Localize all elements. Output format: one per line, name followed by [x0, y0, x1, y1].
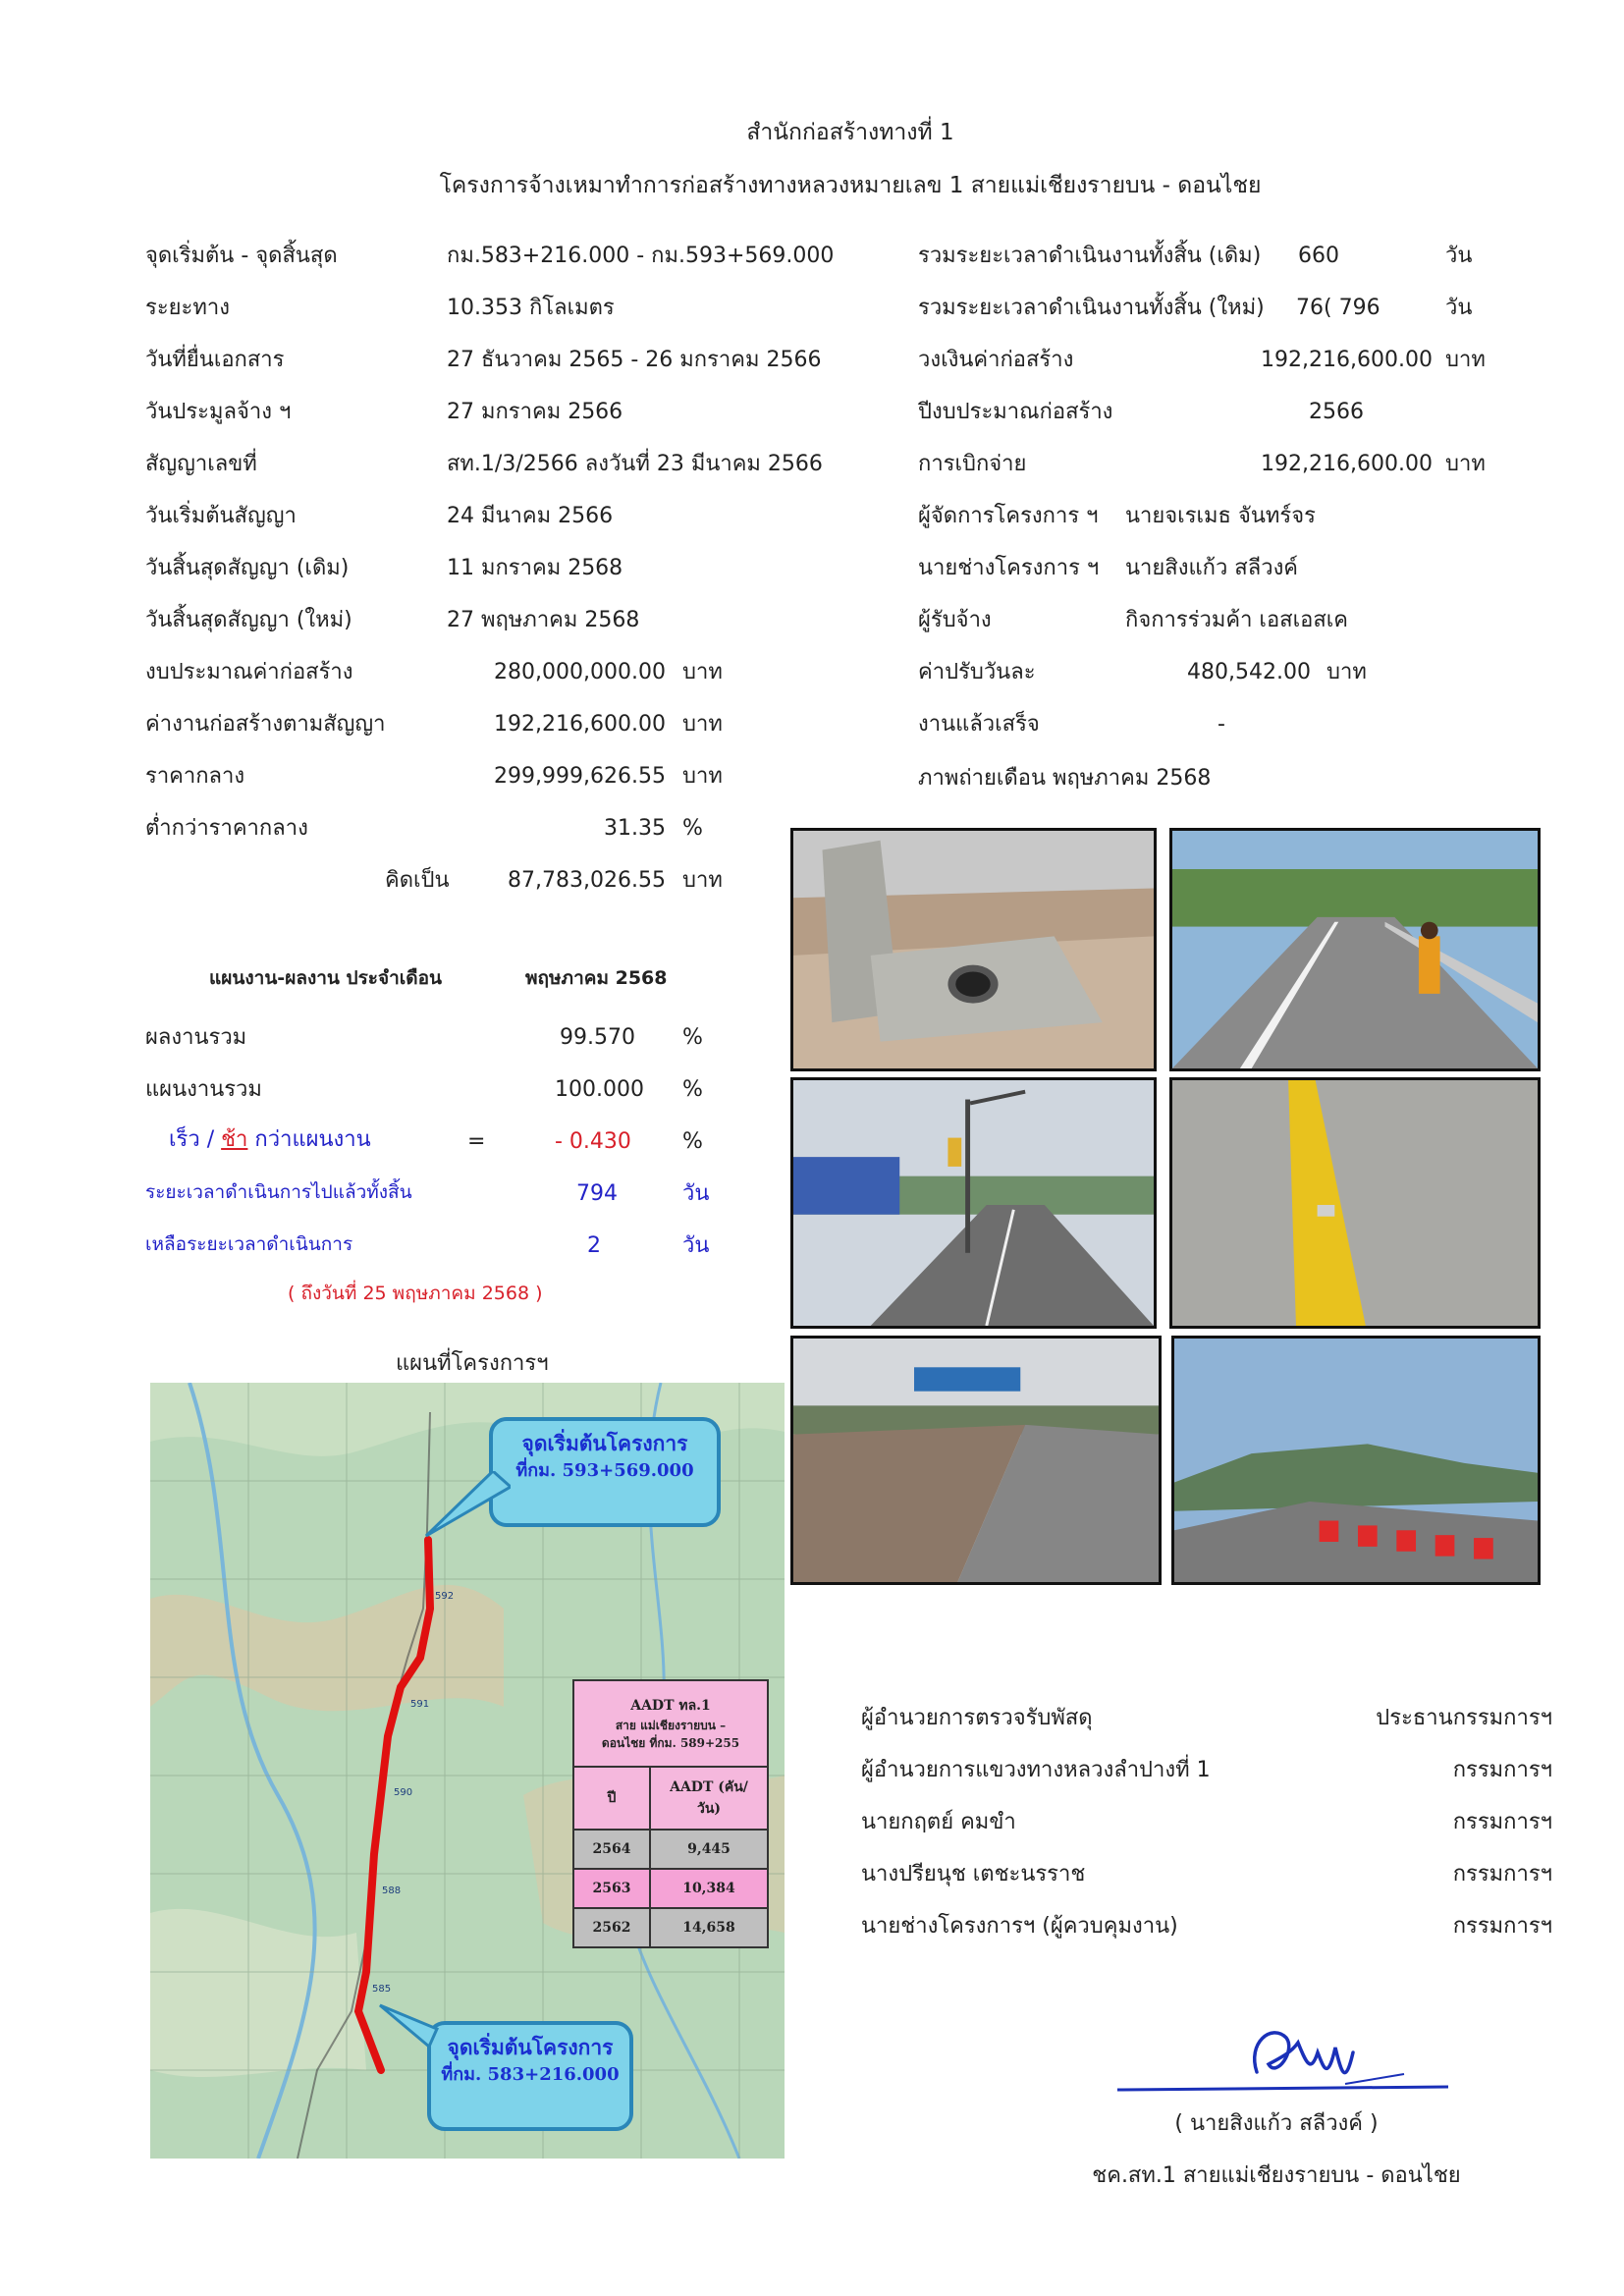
plan-value: 100.000	[555, 1077, 644, 1102]
map-title: แผนที่โครงการฯ	[396, 1351, 549, 1376]
result-label: ผลงานรวม	[145, 1025, 247, 1050]
aadt-year-cell: 2563	[573, 1869, 650, 1908]
project-engineer-label: นายช่างโครงการ ฯ	[918, 556, 1100, 580]
project-engineer-value: นายสิงแก้ว สลีวงค์	[1125, 556, 1299, 580]
start-end-value: กม.583+216.000 - กม.593+569.000	[447, 244, 835, 268]
duration-old-unit: วัน	[1445, 244, 1473, 268]
svg-text:588: 588	[382, 1886, 402, 1896]
daily-fine-unit: บาท	[1326, 660, 1367, 684]
auction-date-value: 27 มกราคม 2566	[447, 400, 623, 424]
roadside-image	[793, 1339, 1159, 1582]
contract-end-old-value: 11 มกราคม 2568	[447, 556, 623, 580]
diff-unit: %	[682, 1129, 703, 1154]
submission-date-value: 27 ธันวาคม 2565 - 26 มกราคม 2566	[447, 348, 822, 372]
project-manager-value: นายจเรเมธ จันทร์จร	[1125, 504, 1316, 528]
committee-member-role: กรรมการฯ	[1452, 1758, 1552, 1782]
svg-text:592: 592	[435, 1591, 455, 1602]
slow-word: ช้า	[221, 1127, 248, 1152]
submission-date-label: วันที่ยื่นเอกสาร	[145, 348, 285, 372]
contract-cost-label: ค่างานก่อสร้างตามสัญญา	[145, 712, 386, 737]
culvert-image	[793, 831, 1154, 1068]
below-median-label: ต่ำกว่าราคากลาง	[145, 816, 308, 841]
photo-road-curve	[1171, 1336, 1541, 1585]
result-unit: %	[682, 1025, 703, 1050]
start-callout-line1: จุดเริ่มต้นโครงการ	[521, 1431, 688, 1455]
duration-new-value: 76( 796	[1296, 296, 1380, 320]
start-point-callout	[489, 1417, 721, 1527]
elapsed-value: 794	[576, 1181, 618, 1206]
diff-value: - 0.430	[555, 1129, 631, 1154]
aadt-title-3: ดอนไชย ที่กม. 589+255	[601, 1735, 740, 1750]
end-point-callout	[427, 2021, 633, 2131]
aadt-value-cell: 9,445	[650, 1830, 768, 1869]
office-title: สำนักก่อสร้างทางที่ 1	[746, 120, 954, 145]
aadt-title-2: สาย แม่เชียงรายบน –	[615, 1718, 727, 1732]
signatory-name: ( นายสิงแก้ว สลีวงค์ )	[1174, 2111, 1379, 2136]
photo-street-light	[790, 1077, 1157, 1329]
svg-text:591: 591	[410, 1699, 430, 1710]
aadt-header-value	[650, 1767, 768, 1830]
fast-word: เร็ว	[169, 1127, 200, 1152]
disbursement-label: การเบิกจ่าย	[918, 452, 1027, 476]
as-of-date: ( ถึงวันที่ 25 พฤษภาคม 2568 )	[288, 1283, 543, 1304]
start-callout-pointer	[422, 1471, 511, 1540]
aadt-header-value-2: วัน)	[696, 1801, 722, 1817]
disbursement-value: 192,216,600.00	[1261, 452, 1433, 476]
budget-label: งบประมาณค่าก่อสร้าง	[145, 660, 353, 684]
contractor-label: ผู้รับจ้าง	[918, 608, 992, 632]
committee-member-name: ผู้อำนวยการแขวงทางหลวงลำปางที่ 1	[861, 1758, 1211, 1782]
equivalent-value: 87,783,026.55	[508, 868, 666, 893]
aadt-value-cell: 10,384	[650, 1869, 768, 1908]
photo-guardrail	[1169, 828, 1541, 1071]
auction-date-label: วันประมูลจ้าง ฯ	[145, 400, 292, 424]
committee-member-role: ประธานกรรมการฯ	[1376, 1706, 1552, 1730]
start-callout-line2: ที่กม. 593+569.000	[515, 1460, 694, 1482]
committee-member-role: กรรมการฯ	[1452, 1810, 1552, 1834]
elapsed-unit: วัน	[682, 1181, 710, 1206]
contract-no-label: สัญญาเลขที่	[145, 452, 257, 476]
yellow-line-image	[1172, 1080, 1538, 1326]
signatory-position: ชค.สท.1 สายแม่เชียงรายบน - ดอนไชย	[1092, 2163, 1461, 2188]
contractor-value: กิจการร่วมค้า เอสเอสเค	[1125, 608, 1348, 632]
median-price-value: 299,999,626.55	[494, 764, 666, 789]
aadt-value-cell: 14,658	[650, 1908, 768, 1947]
guardrail-image	[1172, 831, 1538, 1068]
contract-start-label: วันเริ่มต้นสัญญา	[145, 504, 297, 528]
photo-culvert	[790, 828, 1157, 1071]
photo-roadside	[790, 1336, 1162, 1585]
daily-fine-value: 480,542.00	[1187, 660, 1311, 684]
disbursement-unit: บาท	[1445, 452, 1486, 476]
plan-unit: %	[682, 1077, 703, 1102]
aadt-header-value-1: AADT (คัน/	[670, 1779, 748, 1795]
elapsed-label: ระยะเวลาดำเนินการไปแล้วทั้งสิ้น	[145, 1181, 412, 1203]
duration-new-label: รวมระยะเวลาดำเนินงานทั้งสิ้น (ใหม่)	[918, 296, 1265, 320]
contract-end-new-value: 27 พฤษภาคม 2568	[447, 608, 640, 632]
svg-text:585: 585	[372, 1984, 392, 1995]
slash: /	[206, 1127, 215, 1152]
compare-tail: กว่าแผนงาน	[254, 1127, 371, 1152]
construction-budget-unit: บาท	[1445, 348, 1486, 372]
construction-budget-label: วงเงินค่าก่อสร้าง	[918, 348, 1074, 372]
aadt-year-cell: 2564	[573, 1830, 650, 1869]
compare-label	[169, 1129, 371, 1151]
budget-value: 280,000,000.00	[494, 660, 666, 684]
below-median-unit: %	[682, 816, 703, 841]
end-callout-line1: จุดเริ่มต้นโครงการ	[447, 2035, 614, 2059]
remaining-label: เหลือระยะเวลาดำเนินการ	[145, 1233, 353, 1255]
svg-text:590: 590	[394, 1787, 413, 1798]
plan-label: แผนงานรวม	[145, 1077, 262, 1102]
equals-sign: =	[467, 1129, 486, 1154]
road-curve-image	[1174, 1339, 1538, 1582]
contract-cost-value: 192,216,600.00	[494, 712, 666, 737]
contract-end-new-label: วันสิ้นสุดสัญญา (ใหม่)	[145, 608, 352, 632]
street-light-image	[793, 1080, 1154, 1326]
committee-member-name: นายช่างโครงการฯ (ผู้ควบคุมงาน)	[861, 1914, 1178, 1939]
distance-label: ระยะทาง	[145, 296, 230, 320]
fiscal-year-value: 2566	[1309, 400, 1364, 424]
aadt-title-cell	[573, 1680, 768, 1767]
project-manager-label: ผู้จัดการโครงการ ฯ	[918, 504, 1099, 528]
duration-new-unit: วัน	[1445, 296, 1473, 320]
below-median-value: 31.35	[604, 816, 666, 841]
aadt-header-year: ปี	[573, 1767, 650, 1830]
duration-old-label: รวมระยะเวลาดำเนินงานทั้งสิ้น (เดิม)	[918, 244, 1262, 268]
result-value: 99.570	[560, 1025, 635, 1050]
completed-value: -	[1218, 712, 1225, 737]
committee-member-name: ผู้อำนวยการตรวจรับพัสดุ	[861, 1706, 1093, 1730]
contract-end-old-label: วันสิ้นสุดสัญญา (เดิม)	[145, 556, 350, 580]
committee-member-name: นางปรียนุช เตชะนรราช	[861, 1862, 1086, 1886]
contract-no-value: สท.1/3/2566 ลงวันที่ 23 มีนาคม 2566	[447, 452, 823, 476]
contract-start-value: 24 มีนาคม 2566	[447, 504, 614, 528]
end-callout-line2: ที่กม. 583+216.000	[441, 2064, 620, 2086]
project-title: โครงการจ้างเหมาทำการก่อสร้างทางหลวงหมายเลข 1 สายแม่เชียงรายบน - ดอนไชย	[439, 173, 1262, 198]
photo-yellow-line	[1169, 1077, 1541, 1329]
remaining-value: 2	[587, 1233, 601, 1258]
median-price-unit: บาท	[682, 764, 723, 789]
contract-cost-unit: บาท	[682, 712, 723, 737]
remaining-unit: วัน	[682, 1233, 710, 1258]
equivalent-unit: บาท	[682, 868, 723, 893]
completed-label: งานแล้วเสร็จ	[918, 712, 1040, 737]
construction-budget-value: 192,216,600.00	[1261, 348, 1433, 372]
progress-title: แผนงาน-ผลงาน ประจำเดือน	[209, 967, 443, 989]
median-price-label: ราคากลาง	[145, 764, 245, 789]
aadt-title-1: AADT ทล.1	[630, 1697, 711, 1714]
progress-month: พฤษภาคม 2568	[525, 967, 668, 989]
distance-value: 10.353 กิโลเมตร	[447, 296, 615, 320]
aadt-year-cell: 2562	[573, 1908, 650, 1947]
committee-member-role: กรรมการฯ	[1452, 1914, 1552, 1939]
photo-caption: ภาพถ่ายเดือน พฤษภาคม 2568	[918, 766, 1212, 791]
duration-old-value: 660	[1298, 244, 1339, 268]
committee-member-role: กรรมการฯ	[1452, 1862, 1552, 1886]
fiscal-year-label: ปีงบประมาณก่อสร้าง	[918, 400, 1113, 424]
equivalent-label: คิดเป็น	[385, 868, 450, 893]
end-callout-pointer	[378, 2001, 447, 2050]
committee-member-name: นายกฤตย์ คมขำ	[861, 1810, 1016, 1834]
signature-mark	[1110, 2013, 1453, 2104]
daily-fine-label: ค่าปรับวันละ	[918, 660, 1036, 684]
aadt-table	[572, 1679, 769, 1948]
start-end-label: จุดเริ่มต้น - จุดสิ้นสุด	[145, 244, 338, 268]
budget-unit: บาท	[682, 660, 723, 684]
